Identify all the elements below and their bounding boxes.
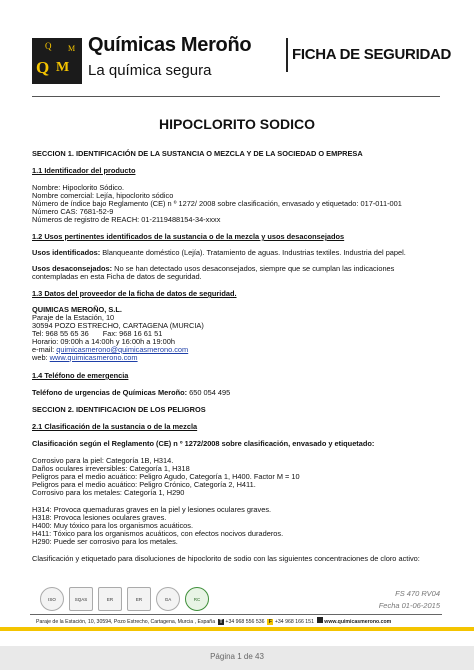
product-line: Número CAS: 7681-52-9 xyxy=(32,207,114,216)
footer-rule xyxy=(30,614,442,615)
usos-identificados-text: Blanqueante doméstico (Lejía). Tratamiento de aguas. Industrias textiles. Industria del papel. xyxy=(100,248,406,257)
logo-letter: M xyxy=(68,44,76,53)
web-label: web: xyxy=(32,353,50,362)
footer-phone: +34 968 556 536 xyxy=(225,619,265,625)
section-1-3-heading: 1.3 Datos del proveedor de la ficha de datos de seguridad. xyxy=(32,289,237,298)
logo-letter: Q xyxy=(45,41,52,51)
usos-identificados-label: Usos identificados: xyxy=(32,248,101,257)
section-2-heading: SECCION 2. IDENTIFICACION DE LOS PELIGROS xyxy=(32,405,206,414)
emergency-number: 650 054 495 xyxy=(187,388,231,397)
classification-line: Peligros para el medio acuático: Peligro Agudo, Categoría 1, H400. Factor M = 10 xyxy=(32,472,300,481)
classification-heading: Clasificación según el Reglamento (CE) n º 1272/2008 sobre clasificación, envasado y etiquetado: xyxy=(32,439,375,448)
classification-line: Corrosivo para los metales: Categoría 1, H290 xyxy=(32,488,185,497)
footer-contact xyxy=(36,617,391,625)
footer-fax: +34 968 166 151 xyxy=(274,619,314,625)
sqas-badge-icon: SQAS xyxy=(69,587,93,611)
hazard-statement: H290: Puede ser corrosivo para los metales. xyxy=(32,537,178,546)
emergency-phone xyxy=(32,388,230,397)
classification-line: Corrosivo para la piel: Categoría 1B, H314. xyxy=(32,456,174,465)
logo-letter: M xyxy=(56,60,70,75)
footer-accent-bar xyxy=(0,627,474,631)
product-line: Nombre: Hipoclorito Sódico. xyxy=(32,183,125,192)
logo-letter: Q xyxy=(36,58,50,77)
web-link[interactable]: www.quimicasmerono.com xyxy=(49,353,138,362)
section-2-1-heading: 2.1 Clasificación de la sustancia o de la mezcla xyxy=(32,422,198,431)
address-line: Paraje de la Estación, 10 xyxy=(32,313,115,322)
header-rule xyxy=(32,96,440,97)
address-line: 30594 POZO ESTRECHO, CARTAGENA (MURCIA) xyxy=(32,321,204,330)
email-link[interactable]: quimicasmerono@quimicasmerono.com xyxy=(56,345,189,354)
section-1-2-heading: 1.2 Usos pertinentes identificados de la sustancia o de la mezcla y usos desaconsejados xyxy=(32,232,345,241)
product-line: Nombre comercial: Lejía, hipoclorito sódico xyxy=(32,191,174,200)
product-line: Número de índice bajo Reglamento (CE) n º 1272/ 2008 sobre clasificación, envasado y etiquetado: 017-011-001 xyxy=(32,199,402,208)
header-separator xyxy=(286,38,288,72)
web-tag-icon xyxy=(317,617,323,623)
hazard-statement: H318: Provoca lesiones oculares graves. xyxy=(32,513,167,522)
section-1-1-heading: 1.1 Identificador del producto xyxy=(32,166,136,175)
iso-badge-icon: ISO xyxy=(40,587,64,611)
usos-desaconsejados-cont: contempladas en esta Ficha de datos de seguridad. xyxy=(32,272,202,281)
email-label: e-mail: xyxy=(32,345,57,354)
section-1-heading: SECCION 1. IDENTIFICACIÓN DE LA SUSTANCIA O MEZCLA Y DE LA SOCIEDAD O EMPRESA xyxy=(32,149,363,158)
usos-identificados xyxy=(32,248,406,257)
product-title: HIPOCLORITO SODICO xyxy=(158,116,316,132)
phone-tag-icon: T xyxy=(219,619,223,625)
page-indicator: Página 1 de 43 xyxy=(210,652,264,661)
usos-desaconsejados-text: No se han detectado usos desaconsejados, siempre que se cumplan las indicaciones xyxy=(112,264,395,273)
company-name: QUIMICAS MEROÑO, S.L. xyxy=(32,305,122,314)
document-date: Fecha 01-06-2015 xyxy=(378,601,440,610)
er-badge-icon: ER xyxy=(98,587,122,611)
er-badge-icon: ER xyxy=(127,587,151,611)
hazard-statement: H314: Provoca quemaduras graves en la piel y lesiones oculares graves. xyxy=(32,505,272,514)
responsible-care-badge-icon: RC xyxy=(185,587,209,611)
document-version: FS 470 RV04 xyxy=(395,589,440,598)
document-type: FICHA DE SEGURIDAD xyxy=(292,46,452,63)
section-1-4-heading: 1.4 Teléfono de emergencia xyxy=(32,371,129,380)
footer-address: Paraje de la Estación, 10, 30594, Pozo Estrecho, Cartagena, Murcia , España xyxy=(36,619,216,625)
certification-badges xyxy=(40,586,209,612)
brand-tagline: La química segura xyxy=(88,62,212,79)
company-logo xyxy=(32,38,82,84)
opening-hours: Horario: 09:00h a 14:00h y 16:00h a 19:00h xyxy=(32,337,175,346)
classification-line: Daños oculares irreversibles: Categoría 1, H318 xyxy=(32,464,190,473)
classification-note: Clasificación y etiquetado para disoluciones de hipoclorito de sodio con las siguientes concentraciones de cloro activo: xyxy=(32,554,420,563)
brand-name: Químicas Meroño xyxy=(88,34,252,56)
classification-line: Peligros para el medio acuático: Peligro Crónico, Categoría 2, H411. xyxy=(32,480,256,489)
fax-tag-icon: F xyxy=(268,619,272,625)
hazard-statement: H400: Muy tóxico para los organismos acuáticos. xyxy=(32,521,194,530)
fax: Fax: 968 16 61 51 xyxy=(102,329,163,338)
product-line: Números de registro de REACH: 01-2119488154-34-xxxx xyxy=(32,215,221,224)
hazard-statement: H411: Tóxico para los organismos acuáticos, con efectos nocivos duraderos. xyxy=(32,529,284,538)
emergency-label: Teléfono de urgencias de Químicas Meroño: xyxy=(32,388,188,397)
footer-web[interactable]: www.quimicasmerono.com xyxy=(324,619,392,625)
ga-badge-icon: GA xyxy=(156,587,180,611)
phone: Tel: 968 55 65 36 xyxy=(32,329,89,338)
web-line xyxy=(32,353,138,362)
usos-desaconsejados-label: Usos desaconsejados: xyxy=(32,264,113,273)
